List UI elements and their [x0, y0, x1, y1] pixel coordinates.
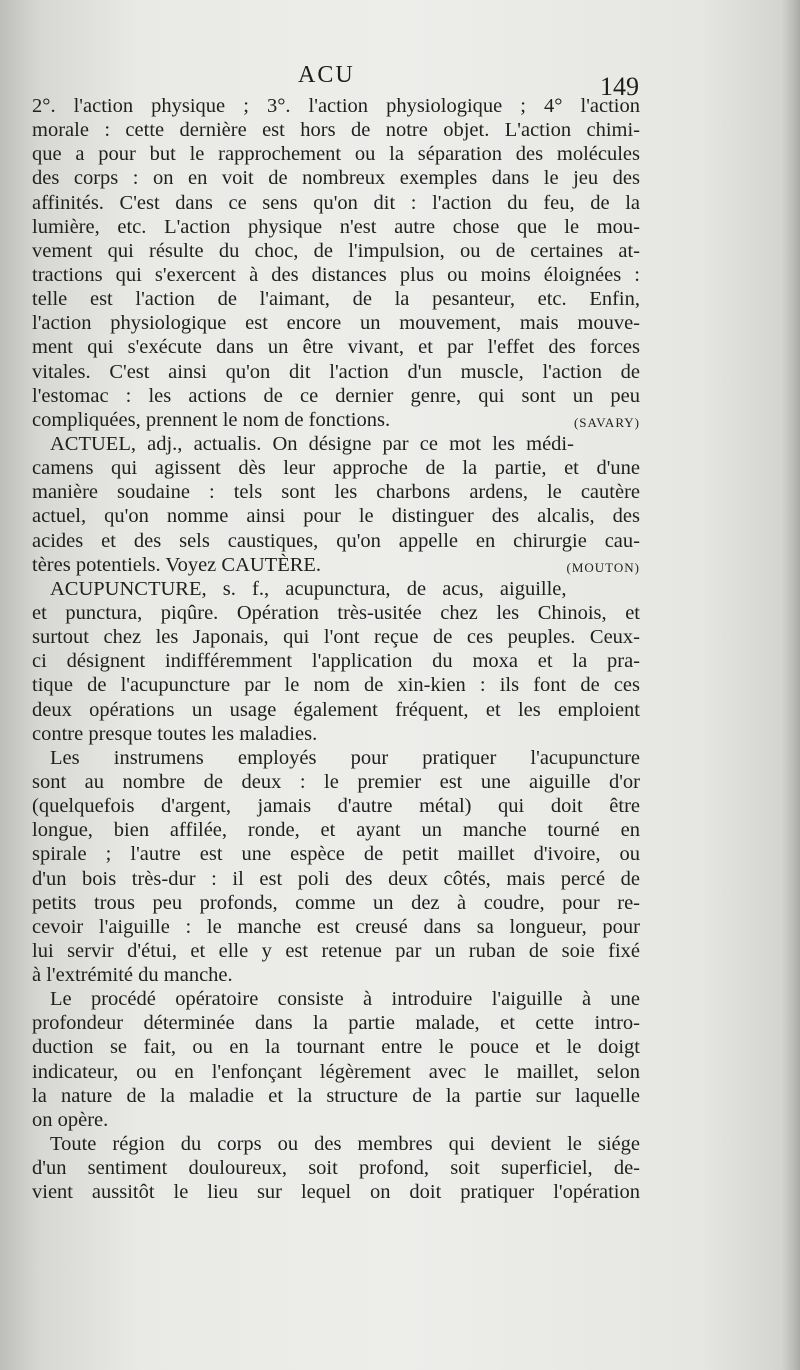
text-line — [32, 263, 640, 287]
text-line — [32, 625, 640, 649]
text-line — [32, 432, 640, 456]
text-line — [32, 770, 640, 794]
text-line — [32, 408, 640, 432]
text-line-content: tique de l'acupuncture par le nom de xin-kien : ils font de ces — [32, 674, 640, 697]
text-line — [32, 698, 640, 722]
text-line — [32, 746, 640, 770]
text-line — [32, 601, 640, 625]
text-line-content: indicateur, ou en l'enfonçant légèrement avec le maillet, selon — [32, 1060, 640, 1083]
text-line — [32, 794, 640, 818]
text-line — [32, 456, 640, 480]
text-line — [32, 553, 640, 577]
text-line-content: que a pour but le rapprochement ou la séparation des molécules — [32, 143, 640, 166]
text-line-content: Toute région du corps ou des membres qui devient le siége — [50, 1133, 640, 1156]
text-line-content: l'estomac : les actions de ce dernier genre, qui sont un peu — [32, 384, 640, 407]
text-line-content: compliquées, prennent le nom de fonctions. — [32, 408, 391, 431]
text-line-content: lui servir d'étui, et elle y est retenue par un ruban de soie fixé — [32, 939, 640, 962]
text-line-content: vitales. C'est ainsi qu'on dit l'action d'un muscle, l'action de — [32, 360, 640, 383]
author-signature: (SAVARY) — [573, 414, 640, 430]
text-line-content: acides et des sels caustiques, qu'on appelle en chirurgie cau- — [32, 529, 640, 552]
text-line-content: deux opérations un usage également fréquent, et les emploient — [32, 698, 640, 721]
text-line-content: duction se fait, ou en la tournant entre le pouce et le doigt — [32, 1036, 640, 1059]
text-line-content: tères potentiels. Voyez CAUTÈRE. — [32, 553, 322, 576]
text-line-content: des corps : on en voit de nombreux exemples dans le jeu des — [32, 167, 640, 190]
text-line — [32, 215, 640, 239]
text-line — [32, 287, 640, 311]
text-line — [32, 649, 640, 673]
text-line-content: profondeur déterminée dans la partie malade, et cette intro- — [32, 1012, 640, 1035]
text-line-content: ACTUEL, adj., actualis. On désigne par ce mot les médi- — [50, 432, 574, 455]
text-line-content: d'un bois très-dur : il est poli des deux côtés, mais percé de — [32, 867, 640, 890]
text-line-content: l'action physiologique est encore un mouvement, mais mouve- — [32, 312, 640, 335]
page-edge-shadow — [782, 0, 800, 1370]
text-line — [32, 529, 640, 553]
text-line-content: Les instrumens employés pour pratiquer l'acupuncture — [50, 746, 640, 769]
running-head: ACU — [298, 62, 355, 88]
text-line — [32, 94, 640, 118]
text-line — [32, 1060, 640, 1084]
text-line — [32, 963, 640, 987]
page-number: 149 — [600, 72, 639, 101]
text-line-content: Le procédé opératoire consiste à introduire l'aiguille à une — [50, 988, 640, 1011]
text-line-content: la nature de la maladie et la structure de la partie sur laquelle — [32, 1084, 640, 1107]
text-line — [32, 311, 640, 335]
text-line — [32, 1108, 640, 1132]
text-line-content: cevoir l'aiguille : le manche est creusé dans sa longueur, pour — [32, 915, 640, 938]
text-line — [32, 1084, 640, 1108]
page-header — [0, 58, 800, 101]
author-signature: (MOUTON) — [566, 559, 640, 575]
text-line-content: lumière, etc. L'action physique n'est autre chose que le mou- — [32, 215, 640, 238]
text-line-content: spirale ; l'autre est une espèce de petit maillet d'ivoire, ou — [32, 843, 640, 866]
text-line-content: on opère. — [32, 1108, 109, 1131]
text-line-content: (quelquefois d'argent, jamais d'autre métal) qui doit être — [32, 795, 640, 818]
text-line — [32, 1156, 640, 1180]
text-line-content: à l'extrémité du manche. — [32, 964, 233, 987]
text-line — [32, 818, 640, 842]
text-line — [32, 166, 640, 190]
text-line-content: telle est l'action de l'aimant, de la pesanteur, etc. Enfin, — [32, 288, 640, 311]
text-line-content: manière soudaine : tels sont les charbons ardens, le cautère — [32, 481, 640, 504]
text-line — [32, 142, 640, 166]
text-line — [32, 384, 640, 408]
text-line — [32, 1011, 640, 1035]
text-line — [32, 191, 640, 215]
text-line-content: petits trous peu profonds, comme un dez à coudre, pour re- — [32, 891, 640, 914]
text-line-content: ment qui s'exécute dans un être vivant, et par l'effet des forces — [32, 336, 640, 359]
text-line — [32, 1132, 640, 1156]
text-line-content: sont au nombre de deux : le premier est une aiguille d'or — [32, 770, 640, 793]
text-line-content: camens qui agissent dès leur approche de la partie, et d'une — [32, 457, 640, 480]
text-line — [32, 360, 640, 384]
text-line — [32, 118, 640, 142]
text-line-content: vement qui résulte du choc, de l'impulsion, ou de certaines at- — [32, 239, 640, 262]
text-line — [32, 1180, 640, 1204]
text-line-content: d'un sentiment douloureux, soit profond, soit superficiel, de- — [32, 1157, 640, 1180]
text-line — [32, 335, 640, 359]
text-line-content: affinités. C'est dans ce sens qu'on dit : l'action du feu, de la — [32, 191, 640, 214]
text-line — [32, 987, 640, 1011]
text-line-content: morale : cette dernière est hors de notre objet. L'action chimi- — [32, 119, 640, 142]
text-line — [32, 867, 640, 891]
text-line — [32, 239, 640, 263]
text-line-content: ci désignent indifféremment l'application du moxa et la pra- — [32, 650, 640, 673]
text-line-content: longue, bien affilée, ronde, et ayant un manche tourné en — [32, 819, 640, 842]
text-line — [32, 504, 640, 528]
text-line — [32, 577, 640, 601]
text-line — [32, 891, 640, 915]
text-line-content: ACUPUNCTURE, s. f., acupunctura, de acus, aiguille, — [50, 577, 567, 600]
text-line — [32, 842, 640, 866]
text-line-content: actuel, qu'on nomme ainsi pour le distinguer des alcalis, des — [32, 505, 640, 528]
text-line-content: surtout chez les Japonais, qui l'ont reçue de ces peuples. Ceux- — [32, 626, 640, 649]
text-line — [32, 915, 640, 939]
text-line — [32, 480, 640, 504]
text-line-content: 2°. l'action physique ; 3°. l'action physiologique ; 4° l'action — [32, 95, 640, 117]
text-line-content: tractions qui s'exercent à des distances plus ou moins éloignées : — [32, 263, 640, 286]
text-line — [32, 939, 640, 963]
text-line — [32, 673, 640, 697]
text-line-content: vient aussitôt le lieu sur lequel on doit pratiquer l'opération — [32, 1181, 640, 1204]
text-line — [32, 722, 640, 746]
text-line — [32, 1035, 640, 1059]
body-text — [32, 94, 640, 1204]
text-line-content: et punctura, piqûre. Opération très-usitée chez les Chinois, et — [32, 601, 640, 624]
text-line-content: contre presque toutes les maladies. — [32, 722, 318, 745]
